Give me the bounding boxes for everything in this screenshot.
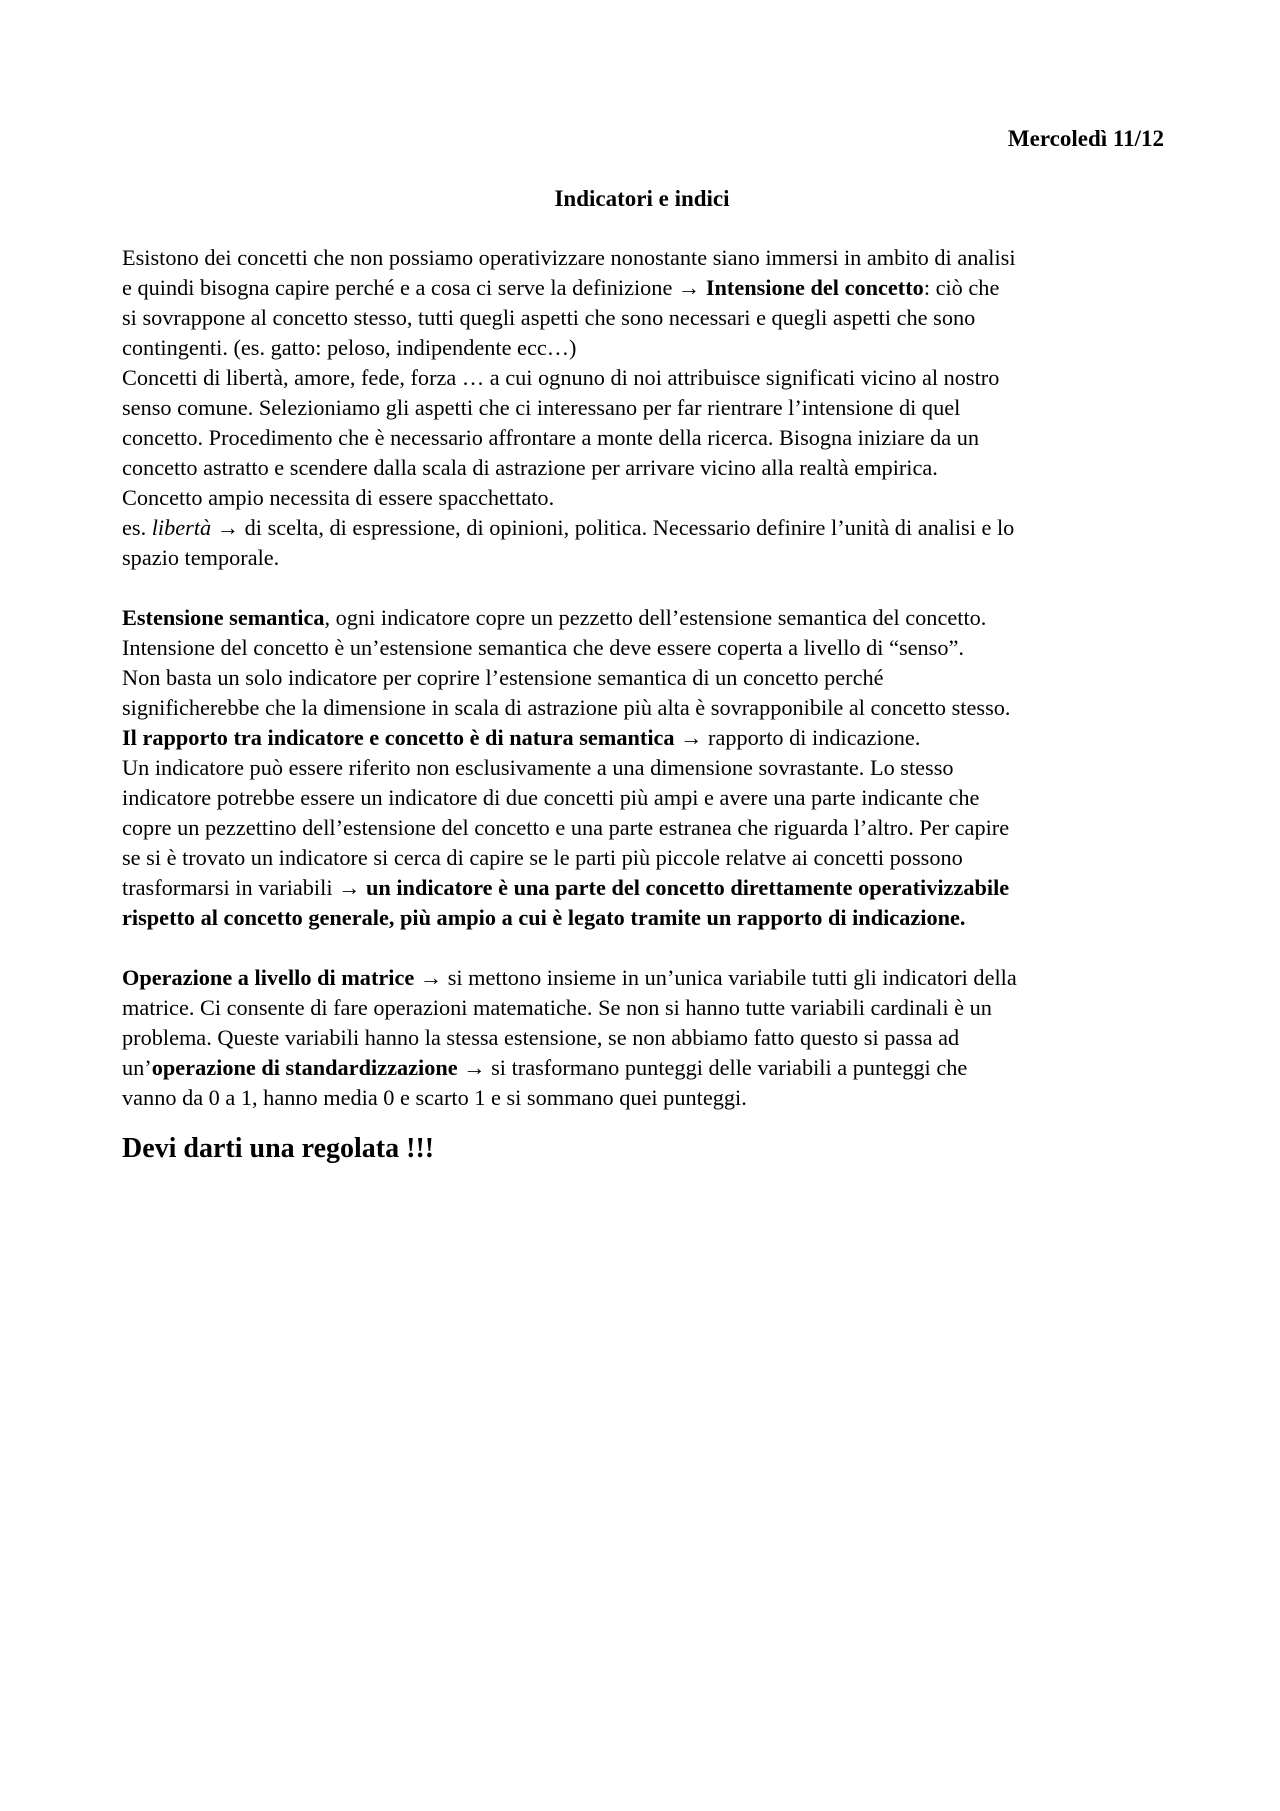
text-line: rispetto al concetto generale, più ampio a cui è legato tramite un rapporto di indicazione.	[122, 905, 966, 930]
paragraph-gap	[122, 573, 1166, 603]
text-line: se si è trovato un indicatore si cerca di capire se le parti più piccole relatve ai concetti possono	[122, 845, 963, 870]
text-line: problema. Queste variabili hanno la stessa estensione, se non abbiamo fatto questo si passa ad	[122, 1025, 960, 1050]
text-line	[122, 723, 1166, 753]
paragraph-gap	[122, 933, 1166, 963]
text-line: Concetto ampio necessita di essere spacchettato.	[122, 485, 555, 510]
text-line: si sovrappone al concetto stesso, tutti quegli aspetti che sono necessari e quegli aspetti che sono	[122, 305, 976, 330]
text-line: concetto. Procedimento che è necessario affrontare a monte della ricerca. Bisogna iniziare da un	[122, 425, 980, 450]
text-line	[122, 963, 1166, 993]
text-line: contingenti. (es. gatto: peloso, indipendente ecc…)	[122, 335, 577, 360]
text-line: indicatore potrebbe essere un indicatore di due concetti più ampi e avere una parte indicante che	[122, 785, 980, 810]
document-title: Indicatori e indici	[554, 186, 730, 211]
text-line	[122, 603, 1166, 633]
text-line: Intensione del concetto è un’estensione semantica che deve essere coperta a livello di “senso”.	[122, 635, 964, 660]
text-run: es.	[122, 515, 152, 540]
bold-term: Operazione a livello di matrice	[122, 965, 415, 990]
text-run: : ciò che	[923, 275, 1000, 300]
italic-term: libertà	[151, 515, 212, 540]
text-line: copre un pezzettino dell’estensione del concetto e una parte estranea che riguarda l’altro. Per capire	[122, 815, 1010, 840]
text-line: vanno da 0 a 1, hanno media 0 e scarto 1 e si sommano quei punteggi.	[122, 1085, 747, 1110]
text-line: Un indicatore può essere riferito non esclusivamente a una dimensione sovrastante. Lo stesso	[122, 755, 954, 780]
text-line: Concetti di libertà, amore, fede, forza … a cui ognuno di noi attribuisce significati vicino al nostro	[122, 365, 1000, 390]
text-run: → si mettono insieme in un’unica variabile tutti gli indicatori della	[414, 965, 1017, 990]
text-run: → si trasformano punteggi delle variabili a punteggi che	[457, 1055, 968, 1080]
text-line: senso comune. Selezioniamo gli aspetti che ci interessano per far rientrare l’intensione di quel	[122, 395, 961, 420]
paragraph-intensione	[122, 243, 1166, 573]
paragraph-matrice	[122, 963, 1166, 1113]
text-line: spazio temporale.	[122, 545, 280, 570]
date-heading: Mercoledì 11/12	[1007, 126, 1164, 151]
text-run: → rapporto di indicazione.	[674, 725, 921, 750]
closing-remark: Devi darti una regolata !!!	[122, 1133, 435, 1164]
text-line: significherebbe che la dimensione in scala di astrazione più alta è sovrapponibile al concetto stesso.	[122, 695, 1011, 720]
paragraph-estensione	[122, 603, 1166, 933]
bold-term: Intensione del concetto	[705, 275, 924, 300]
text-line	[122, 873, 1166, 903]
text-run: trasformarsi in variabili →	[122, 875, 366, 900]
bold-term: Il rapporto tra indicatore e concetto è di natura semantica	[122, 725, 675, 750]
document-body	[122, 243, 1166, 1167]
text-line	[122, 273, 1166, 303]
text-run: → di scelta, di espressione, di opinioni, politica. Necessario definire l’unità di analisi e lo	[211, 515, 1015, 540]
text-line	[122, 513, 1166, 543]
text-run: un’	[122, 1055, 152, 1080]
bold-term: un indicatore è una parte del concetto direttamente operativizzabile	[365, 875, 1010, 900]
text-line	[122, 1053, 1166, 1083]
text-line: matrice. Ci consente di fare operazioni matematiche. Se non si hanno tutte variabili cardinali è un	[122, 995, 992, 1020]
text-line: concetto astratto e scendere dalla scala di astrazione per arrivare vicino alla realtà empirica.	[122, 455, 938, 480]
text-line: Non basta un solo indicatore per coprire l’estensione semantica di un concetto perché	[122, 665, 884, 690]
text-run: e quindi bisogna capire perché e a cosa ci serve la definizione →	[122, 275, 706, 300]
bold-term: operazione di standardizzazione	[151, 1055, 458, 1080]
bold-term: Estensione semantica	[122, 605, 325, 630]
text-run: , ogni indicatore copre un pezzetto dell’estensione semantica del concetto.	[324, 605, 987, 630]
text-line: Esistono dei concetti che non possiamo operativizzare nonostante siano immersi in ambito di analisi	[122, 245, 1016, 270]
